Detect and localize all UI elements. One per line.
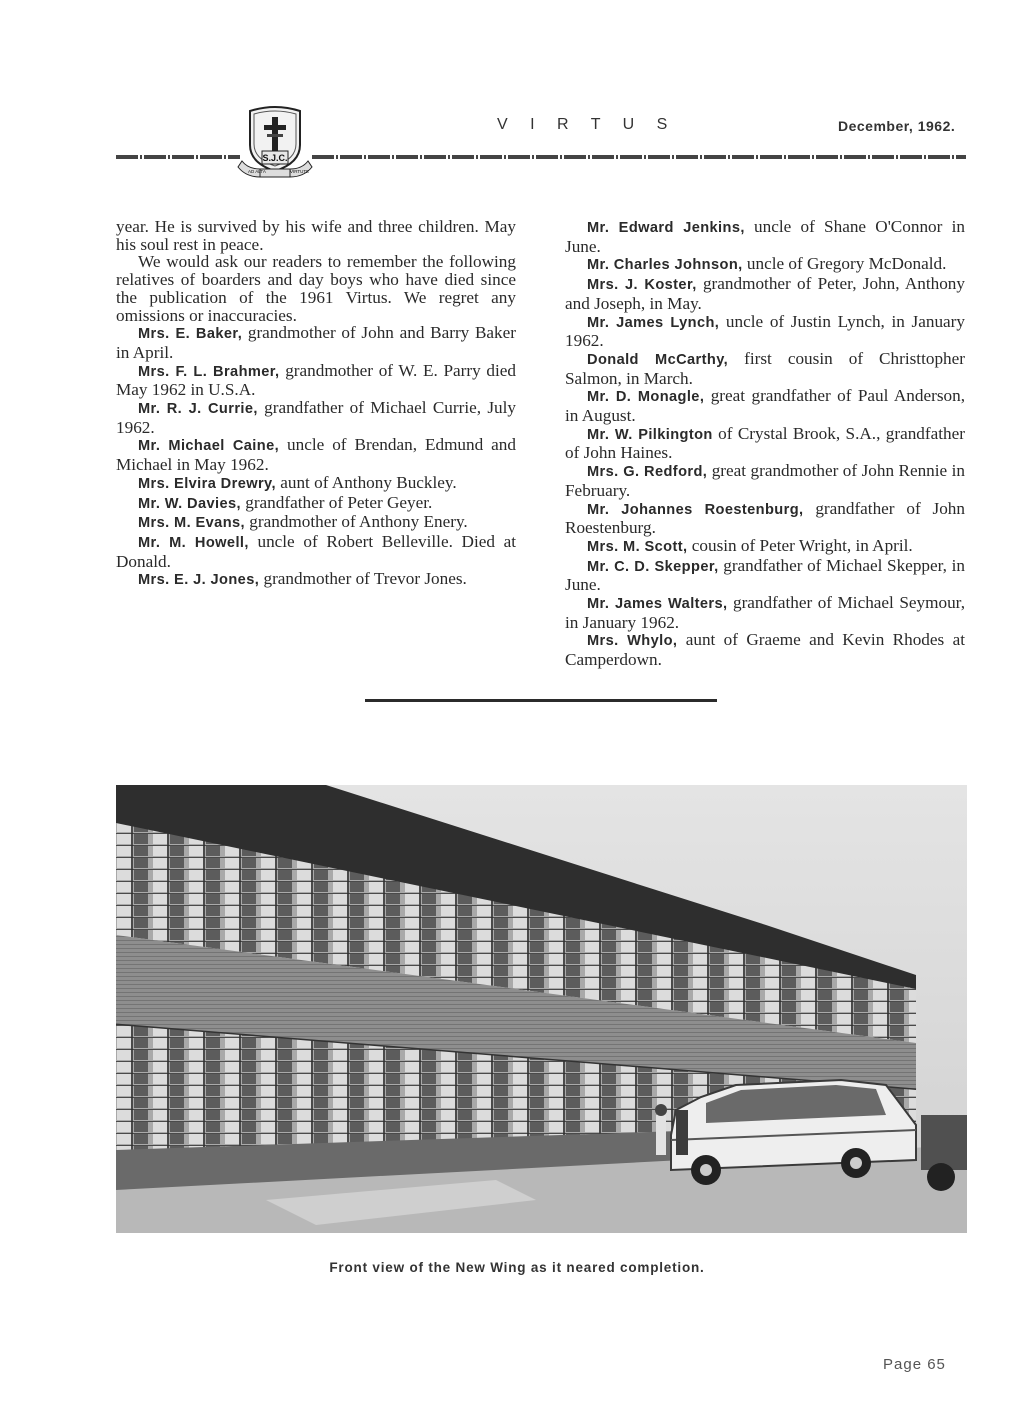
intro-paragraph-2: We would ask our readers to remember the following relatives of boarders and day boys who have died since the publication of the 1961 Virtus. We regret any omissions or inaccuracies.: [116, 252, 516, 325]
deceased-name: Mr. Michael Caine,: [138, 438, 280, 455]
right-column: [565, 218, 965, 669]
entry-text: cousin of Peter Wright, in April.: [687, 535, 913, 555]
header-rule-left: [116, 155, 240, 159]
page-number: Page 65: [883, 1356, 946, 1373]
obituary-entry: [116, 474, 516, 494]
obituary-entry: [565, 594, 965, 631]
deceased-name: Mr. Charles Johnson,: [587, 257, 743, 274]
new-wing-photo: [116, 785, 967, 1233]
deceased-name: Mrs. F. L. Brahmer,: [138, 363, 280, 380]
obituary-entry: [565, 537, 965, 557]
deceased-name: Donald McCarthy,: [587, 351, 729, 368]
entry-text: uncle of Brendan, Edmund and Michael in May 1962.: [116, 435, 516, 475]
entry-text: grandfather of Michael Seymour, in January 1962.: [565, 593, 965, 632]
obituary-entry: [116, 436, 516, 473]
header-rule-right: [312, 155, 966, 159]
deceased-name: Mrs. Elvira Drewry,: [138, 475, 276, 492]
entry-text: grandmother of Trevor Jones.: [259, 569, 467, 589]
entry-text: uncle of Justin Lynch, in January 1962.: [565, 311, 965, 351]
entry-text: first cousin of Christtopher Salmon, in March.: [565, 348, 965, 388]
obituary-entry: [116, 324, 516, 361]
obituary-entry: [565, 557, 965, 594]
section-divider: [365, 699, 717, 702]
entry-text: grandmother of Anthony Enery.: [244, 512, 468, 532]
entry-text: grandfather of Peter Geyer.: [240, 492, 433, 512]
entry-text: of Crystal Brook, S.A., grandfather of John Haines.: [565, 423, 965, 463]
obituary-entry: [116, 494, 516, 514]
obituary-entry: [565, 500, 965, 537]
deceased-name: Mrs. Whylo,: [587, 633, 678, 650]
obituary-entry: [565, 425, 965, 462]
obituary-entry: [116, 533, 516, 570]
entry-text: uncle of Gregory McDonald.: [742, 254, 947, 274]
right-entry-list: [565, 218, 965, 669]
school-crest-icon: [232, 105, 318, 185]
entry-text: great grandfather of Paul Anderson, in August.: [565, 386, 965, 426]
crest-motto-left: AD ALTA: [248, 169, 266, 174]
obituary-entry: [565, 313, 965, 350]
entry-text: grandfather of Michael Skepper, in June.: [565, 555, 965, 595]
crest-motto-right: VIRTUTE: [290, 169, 310, 174]
deceased-name: Mrs. M. Evans,: [138, 515, 245, 532]
entry-text: aunt of Anthony Buckley.: [275, 472, 457, 492]
entry-text: grandfather of John Roestenburg.: [565, 498, 965, 538]
deceased-name: Mrs. G. Redford,: [587, 464, 708, 481]
obituary-entry: [565, 631, 965, 668]
deceased-name: Mr. M. Howell,: [138, 534, 249, 551]
entry-text: grandfather of Michael Currie, July 1962.: [116, 398, 516, 437]
entry-text: aunt of Graeme and Kevin Rhodes at Camperdown.: [565, 630, 965, 670]
entry-text: uncle of Shane O'Connor in June.: [565, 217, 965, 256]
left-entry-list: [116, 324, 516, 590]
deceased-name: Mr. D. Monagle,: [587, 389, 705, 406]
deceased-name: Mr. Edward Jenkins,: [587, 220, 745, 236]
deceased-name: Mrs. J. Koster,: [587, 277, 697, 294]
entry-text: great grandmother of John Rennie in February.: [565, 461, 965, 500]
left-column: [116, 218, 516, 590]
deceased-name: Mr. W. Pilkington: [587, 426, 713, 443]
obituary-entry: [116, 362, 516, 399]
deceased-name: Mrs. E. J. Jones,: [138, 572, 260, 589]
obituary-entry: [116, 513, 516, 533]
deceased-name: Mr. C. D. Skepper,: [587, 558, 719, 575]
obituary-entry: [565, 462, 965, 499]
issue-date: December, 1962.: [838, 118, 956, 134]
photo-caption: Front view of the New Wing as it neared completion.: [329, 1260, 705, 1275]
entry-text: uncle of Robert Belleville. Died at Donald.: [116, 531, 516, 571]
obituary-entry: [116, 399, 516, 436]
obituary-entry: [565, 350, 965, 387]
entry-text: grandmother of John and Barry Baker in April.: [116, 323, 517, 362]
deceased-name: Mrs. E. Baker,: [138, 326, 243, 343]
obituary-entry: [116, 570, 516, 590]
entry-text: grandmother of Peter, John, Anthony and Joseph, in May.: [565, 274, 965, 313]
intro-paragraph-1: year. He is survived by his wife and three children. May his soul rest in peace.: [116, 217, 516, 254]
deceased-name: Mr. R. J. Currie,: [138, 401, 258, 418]
obituary-entry: [565, 218, 965, 255]
obituary-entry: [565, 255, 965, 275]
deceased-name: Mr. W. Davies,: [138, 495, 241, 512]
deceased-name: Mr. James Walters,: [587, 596, 728, 613]
entry-text: grandmother of W. E. Parry died May 1962 in U.S.A.: [116, 360, 516, 400]
magazine-title: V I R T U S: [497, 116, 677, 133]
obituary-entry: [565, 387, 965, 424]
obituary-entry: [565, 275, 965, 312]
deceased-name: Mr. Johannes Roestenburg,: [587, 501, 804, 518]
deceased-name: Mrs. M. Scott,: [587, 538, 688, 555]
deceased-name: Mr. James Lynch,: [587, 314, 720, 331]
crest-initials: S.J.C.: [262, 153, 288, 163]
